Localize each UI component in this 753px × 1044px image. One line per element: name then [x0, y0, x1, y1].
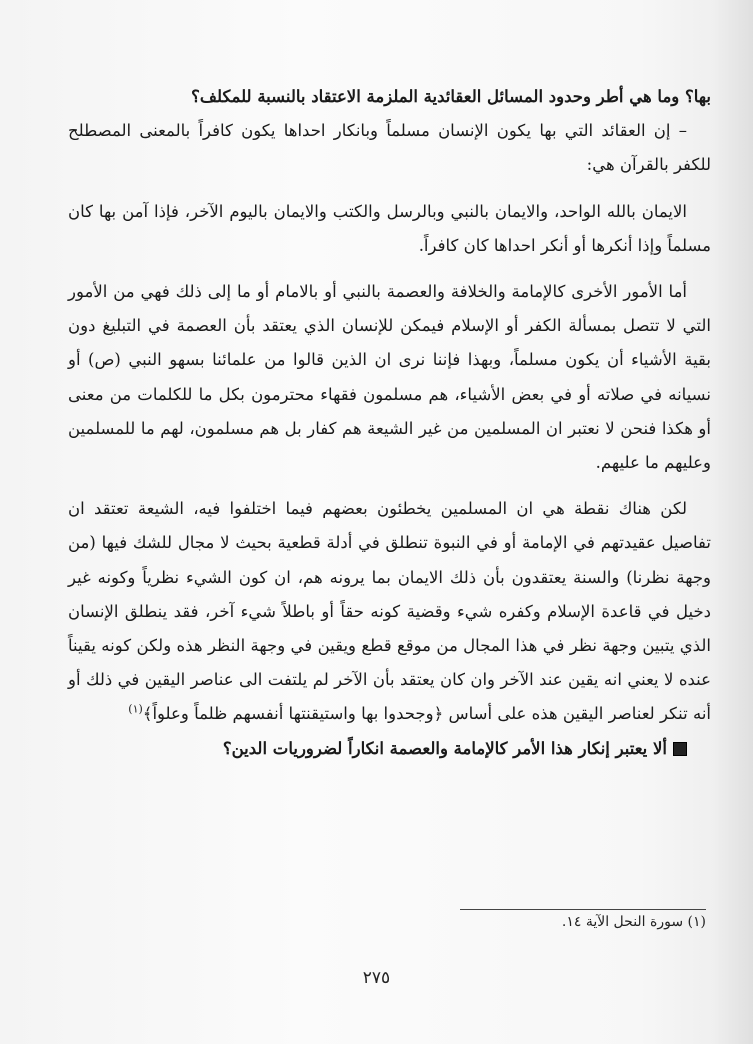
certainty-paragraph-text: لكن هناك نقطة هي ان المسلمين يخطئون بعضهم فيما اختلفوا فيه، الشيعة تعتقد ان تفاصيل عقيدتهم في الإمامة أو في النبوة تنطلق في أدلة قطعية بحيث لا مجال للشك فيها (من وجهة نظرنا) والسنة يعتقدون بأن ذلك الايمان بما يرونه هم، ان كون الشيء نظرياً وكونه غير دخيل في قاعدة الإسلام وكفره شيء وقضية كونه حقاً أو باطلاً شيء آخر، فقد ينطلق الإنسان الذي يتبين وجهة نظر في هذا المجال من موقع قطع ويقين في وجهة النظر هذه ولكن كونه يقيناً عنده لا يعني انه يقين عند الآخر وان كان يعتقد بأن الآخر لم يلتفت الى عناصر اليقين في ذلك أو أنه تنكر لعناصر اليقين هذه على أساس ﴿وجحدوا بها واستيقنتها أنفسهم ظلماً وعلواً﴾: [68, 499, 711, 724]
footnote: (١) سورة النحل الآية ١٤.: [561, 914, 706, 930]
beliefs-paragraph: الايمان بالله الواحد، والايمان بالنبي وبالرسل والكتب والايمان باليوم الآخر، فإذا آمن بها كان مسلماً وإذا أنكرها أو أنكر احداها كان كافراً.: [68, 201, 711, 255]
question-line: [68, 732, 711, 766]
page-number: ٢٧٥: [362, 968, 391, 988]
footnote-divider: [460, 909, 706, 910]
certainty-paragraph: [68, 492, 711, 731]
square-bullet-icon: [673, 742, 687, 756]
question-text: ألا يعتبر إنكار هذا الأمر كالإمامة والعصمة انكاراً لضروريات الدين؟: [222, 738, 667, 758]
question-continuation: بها؟ وما هي أطر وحدود المسائل العقائدية الملزمة الاعتقاد بالنسبة للمكلف؟: [191, 87, 711, 106]
body-text: [68, 80, 711, 766]
answer-paragraph: – إن العقائد التي بها يكون الإنسان مسلماً وبانكار احداها يكون كافراً بالمعنى المصطلح للكفر بالقرآن هي:: [68, 121, 711, 175]
page-edge-shadow: [713, 0, 753, 1044]
footnote-reference: (١): [128, 702, 143, 716]
other-matters-paragraph: أما الأمور الأخرى كالإمامة والخلافة والعصمة بالنبي أو بالامام أو ما إلى ذلك فهي من الأمور التي لا تتصل بمسألة الكفر أو الإسلام فيمكن للإنسان الذي يعتقد بأن العصمة في التبليغ دون بقية الأشياء أن يكون مسلماً، وبهذا فإننا نرى ان الذين قالوا من علمائنا بسهو النبي (ص) أو نسيانه في صلاته أو في بعض الأشياء، هم مسلمون فقهاء محترمون بكل ما للكلمات من معنى أو هكذا فنحن لا نعتبر ان المسلمين من غير الشيعة هم كفار بل هم مسلمون، لهم ما للمسلمين وعليهم ما عليهم.: [68, 282, 711, 473]
